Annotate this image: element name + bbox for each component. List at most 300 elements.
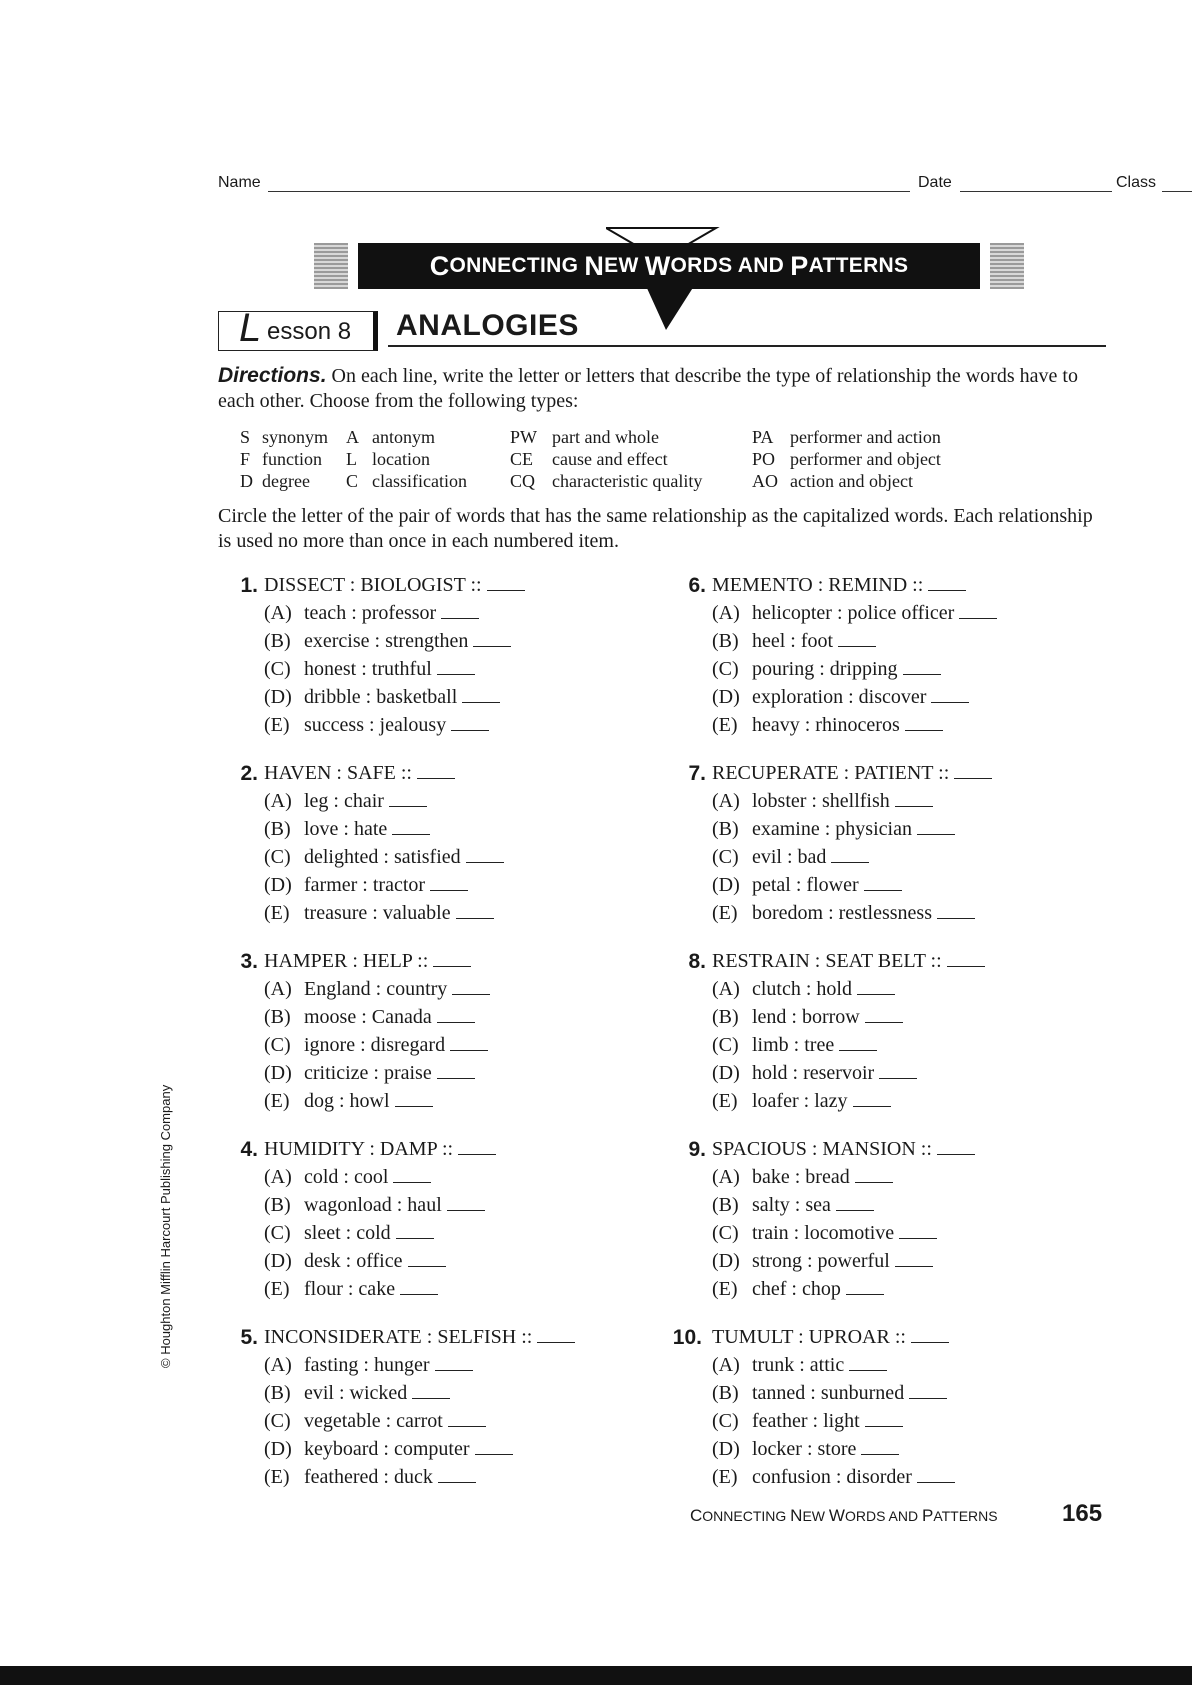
option-blank[interactable]	[853, 1105, 891, 1107]
answer-blank[interactable]	[947, 965, 985, 967]
option-letter[interactable]: (E)	[264, 1090, 290, 1112]
type-label: synonym	[262, 427, 329, 447]
answer-option[interactable]	[712, 714, 943, 737]
option-letter[interactable]: (E)	[264, 1466, 290, 1488]
option-pair: cold : cool	[304, 1166, 389, 1188]
option-pair: confusion : disorder	[752, 1466, 912, 1488]
option-pair: leg : chair	[304, 790, 384, 812]
answer-option[interactable]	[712, 1382, 947, 1405]
option-blank[interactable]	[456, 917, 494, 919]
option-pair: boredom : restlessness	[752, 902, 932, 924]
option-letter[interactable]: (A)	[712, 1166, 740, 1188]
answer-option[interactable]	[264, 1194, 485, 1217]
option-letter[interactable]: (A)	[712, 978, 740, 1000]
footer-word-3: ATTERNS	[933, 1508, 998, 1524]
option-letter[interactable]: (D)	[264, 686, 292, 708]
item-number: 6.	[688, 574, 706, 597]
item-question	[712, 1326, 949, 1349]
answer-option[interactable]	[264, 1090, 433, 1113]
answer-option[interactable]	[264, 658, 475, 681]
option-blank[interactable]	[462, 701, 500, 703]
option-letter[interactable]: (E)	[264, 902, 290, 924]
option-blank[interactable]	[839, 1049, 877, 1051]
type-label: part and whole	[552, 427, 659, 447]
item-question	[264, 950, 471, 973]
answer-option[interactable]	[712, 1410, 903, 1433]
item-number: 10.	[672, 1326, 702, 1349]
answer-option[interactable]	[712, 846, 869, 869]
option-pair: lobster : shellfish	[752, 790, 890, 812]
question-text: DISSECT : BIOLOGIST ::	[264, 574, 482, 596]
banner-word-2: ORDS AND	[670, 254, 791, 277]
option-blank[interactable]	[899, 1237, 937, 1239]
question-text: HUMIDITY : DAMP ::	[264, 1138, 454, 1160]
directions-lead: Directions.	[218, 364, 327, 387]
option-letter[interactable]: (A)	[712, 1354, 740, 1376]
option-letter[interactable]: (D)	[264, 874, 292, 896]
type-code: CE	[510, 449, 534, 469]
option-letter[interactable]: (E)	[712, 1090, 738, 1112]
type-label: degree	[262, 471, 310, 491]
answer-option[interactable]	[264, 1466, 476, 1489]
banner-word-0: ONNECTING	[449, 254, 585, 277]
footer-cap-2: W	[828, 1506, 845, 1525]
item-question	[712, 950, 985, 973]
answer-option[interactable]	[264, 790, 427, 813]
option-blank[interactable]	[438, 1481, 476, 1483]
option-blank[interactable]	[937, 917, 975, 919]
option-letter[interactable]: (E)	[712, 1278, 738, 1300]
option-pair: heavy : rhinoceros	[752, 714, 900, 736]
page-number: 165	[1062, 1500, 1103, 1527]
option-blank[interactable]	[931, 701, 969, 703]
answer-option[interactable]	[264, 630, 511, 653]
option-pair: dog : howl	[304, 1090, 390, 1112]
type-code: A	[346, 427, 359, 447]
answer-option[interactable]	[712, 790, 933, 813]
type-label: location	[372, 449, 430, 469]
name-field[interactable]	[268, 191, 910, 192]
banner-left-ornament	[314, 243, 348, 289]
option-pair: farmer : tractor	[304, 874, 426, 896]
answer-option[interactable]	[264, 1382, 450, 1405]
answer-option[interactable]	[264, 602, 479, 625]
option-pair: loafer : lazy	[752, 1090, 848, 1112]
option-blank[interactable]	[437, 673, 475, 675]
option-pair: heel : foot	[752, 630, 834, 652]
answer-option[interactable]	[264, 1166, 431, 1189]
type-label: function	[262, 449, 322, 469]
banner-word-3: ATTERNS	[808, 254, 909, 277]
option-blank[interactable]	[849, 1369, 887, 1371]
answer-option[interactable]	[264, 902, 494, 925]
option-blank[interactable]	[452, 993, 490, 995]
option-letter[interactable]: (D)	[712, 874, 740, 896]
option-letter[interactable]: (A)	[264, 602, 292, 624]
option-pair: honest : truthful	[304, 658, 432, 680]
answer-blank[interactable]	[937, 1153, 975, 1155]
footer-word-2: ORDS AND	[844, 1508, 922, 1524]
answer-option[interactable]	[264, 1222, 434, 1245]
option-blank[interactable]	[451, 729, 489, 731]
option-pair: bake : bread	[752, 1166, 850, 1188]
type-label: performer and object	[790, 449, 941, 469]
type-label: performer and action	[790, 427, 941, 447]
answer-option[interactable]	[712, 874, 902, 897]
option-pair: chef : chop	[752, 1278, 841, 1300]
type-code: L	[346, 449, 357, 469]
option-letter[interactable]: (C)	[712, 846, 739, 868]
option-letter[interactable]: (D)	[264, 1062, 292, 1084]
question-text: RESTRAIN : SEAT BELT ::	[712, 950, 942, 972]
option-blank[interactable]	[450, 1049, 488, 1051]
title-rule	[388, 345, 1106, 347]
type-code: PO	[752, 449, 776, 469]
answer-option[interactable]	[264, 978, 490, 1001]
answer-option[interactable]	[712, 630, 876, 653]
footer-word-1: EW	[802, 1508, 829, 1524]
option-letter[interactable]: (C)	[264, 1410, 291, 1432]
option-blank[interactable]	[903, 673, 941, 675]
option-letter[interactable]: (D)	[264, 1250, 292, 1272]
option-letter[interactable]: (E)	[712, 902, 738, 924]
answer-option[interactable]	[264, 1250, 446, 1273]
option-pair: train : locomotive	[752, 1222, 895, 1244]
option-blank[interactable]	[864, 889, 902, 891]
option-blank[interactable]	[917, 833, 955, 835]
option-letter[interactable]: (E)	[712, 714, 738, 736]
option-pair: lend : borrow	[752, 1006, 860, 1028]
answer-option[interactable]	[712, 1166, 893, 1189]
option-pair: delighted : satisfied	[304, 846, 461, 868]
option-letter[interactable]: (B)	[712, 818, 739, 840]
footer-word-0: ONNECTING	[702, 1508, 791, 1524]
option-pair: fasting : hunger	[304, 1354, 430, 1376]
option-pair: hold : reservoir	[752, 1062, 875, 1084]
option-pair: evil : wicked	[304, 1382, 408, 1404]
option-pair: moose : Canada	[304, 1006, 432, 1028]
type-code: S	[240, 427, 251, 447]
question-text: INCONSIDERATE : SELFISH ::	[264, 1326, 533, 1348]
option-letter[interactable]: (B)	[712, 1194, 739, 1216]
option-blank[interactable]	[909, 1397, 947, 1399]
option-blank[interactable]	[905, 729, 943, 731]
answer-option[interactable]	[712, 1466, 955, 1489]
option-pair: helicopter : police officer	[752, 602, 955, 624]
option-letter[interactable]: (B)	[264, 1006, 291, 1028]
option-letter[interactable]: (E)	[712, 1466, 738, 1488]
option-letter[interactable]: (D)	[712, 1062, 740, 1084]
unit-banner	[358, 243, 980, 289]
option-blank[interactable]	[395, 1105, 433, 1107]
item-number: 8.	[688, 950, 706, 973]
option-blank[interactable]	[857, 993, 895, 995]
answer-option[interactable]	[264, 818, 430, 841]
option-blank[interactable]	[895, 805, 933, 807]
answer-option[interactable]	[264, 1034, 488, 1057]
question-text: MEMENTO : REMIND ::	[712, 574, 924, 596]
item-number: 1.	[240, 574, 258, 597]
option-letter[interactable]: (A)	[264, 790, 292, 812]
answer-option[interactable]	[712, 658, 941, 681]
option-letter[interactable]: (E)	[264, 1278, 290, 1300]
option-pair: clutch : hold	[752, 978, 852, 1000]
answer-blank[interactable]	[433, 965, 471, 967]
footer-cap-3: P	[921, 1506, 934, 1525]
banner-word-1: EW	[604, 254, 645, 277]
question-text: RECUPERATE : PATIENT ::	[712, 762, 950, 784]
item-question	[712, 762, 992, 785]
banner-cap-3: P	[790, 250, 809, 281]
student-info-fields	[218, 172, 1157, 196]
option-pair: tanned : sunburned	[752, 1382, 905, 1404]
lesson-number: esson 8	[267, 318, 352, 345]
answer-option[interactable]	[712, 902, 975, 925]
question-text: TUMULT : UPROAR ::	[712, 1326, 906, 1348]
option-blank[interactable]	[865, 1021, 903, 1023]
option-blank[interactable]	[447, 1209, 485, 1211]
answer-option[interactable]	[712, 1194, 874, 1217]
answer-option[interactable]	[712, 686, 969, 709]
footer-cap-0: C	[690, 1506, 703, 1525]
option-pair: feather : light	[752, 1410, 860, 1432]
type-code: AO	[752, 471, 778, 491]
answer-option[interactable]	[712, 978, 895, 1001]
name-label: Name	[218, 174, 261, 191]
option-blank[interactable]	[917, 1481, 955, 1483]
option-pair: strong : powerful	[752, 1250, 890, 1272]
question-text: SPACIOUS : MANSION ::	[712, 1138, 932, 1160]
answer-option[interactable]	[712, 602, 997, 625]
option-blank[interactable]	[437, 1021, 475, 1023]
option-pair: evil : bad	[752, 846, 827, 868]
item-question	[712, 574, 966, 597]
option-pair: criticize : praise	[304, 1062, 432, 1084]
option-letter[interactable]: (B)	[712, 630, 739, 652]
option-blank[interactable]	[473, 645, 511, 647]
option-pair: England : country	[304, 978, 448, 1000]
option-pair: desk : office	[304, 1250, 403, 1272]
date-field[interactable]	[960, 191, 1112, 192]
banner-cap-2: W	[644, 250, 671, 281]
option-blank[interactable]	[861, 1453, 899, 1455]
answer-blank[interactable]	[417, 777, 455, 779]
option-pair: exploration : discover	[752, 686, 927, 708]
option-letter[interactable]: (B)	[264, 1382, 291, 1404]
answer-option[interactable]	[264, 1278, 438, 1301]
item-number: 9.	[688, 1138, 706, 1161]
answer-option[interactable]	[712, 818, 955, 841]
copyright-notice: © Houghton Mifflin Harcourt Publishing Company	[158, 1084, 173, 1368]
option-blank[interactable]	[865, 1425, 903, 1427]
option-pair: dribble : basketball	[304, 686, 458, 708]
answer-option[interactable]	[712, 1006, 903, 1029]
option-pair: love : hate	[304, 818, 388, 840]
option-blank[interactable]	[836, 1209, 874, 1211]
option-letter[interactable]: (C)	[712, 1410, 739, 1432]
answer-option[interactable]	[712, 1354, 887, 1377]
option-blank[interactable]	[435, 1369, 473, 1371]
item-number: 4.	[240, 1138, 258, 1161]
answer-option[interactable]	[264, 846, 504, 869]
option-letter[interactable]: (B)	[712, 1382, 739, 1404]
answer-blank[interactable]	[537, 1341, 575, 1343]
type-code: CQ	[510, 471, 536, 491]
item-question	[712, 1138, 975, 1161]
answer-option[interactable]	[712, 1278, 884, 1301]
option-blank[interactable]	[441, 617, 479, 619]
option-pair: pouring : dripping	[752, 658, 898, 680]
answer-option[interactable]	[264, 1438, 513, 1461]
banner-right-ornament	[990, 243, 1024, 289]
type-code: F	[240, 449, 251, 469]
option-pair: vegetable : carrot	[304, 1410, 443, 1432]
item-number: 3.	[240, 950, 258, 973]
option-blank[interactable]	[466, 861, 504, 863]
option-pair: locker : store	[752, 1438, 857, 1460]
option-blank[interactable]	[392, 833, 430, 835]
option-pair: keyboard : computer	[304, 1438, 470, 1460]
answer-option[interactable]	[264, 1354, 473, 1377]
answer-option[interactable]	[264, 874, 468, 897]
option-letter[interactable]: (C)	[712, 1034, 739, 1056]
directions-text: On each line, write the letter or letters that describe the type of relationship the words have to each other. Choose from the following types:	[218, 365, 1078, 412]
answer-blank[interactable]	[954, 777, 992, 779]
item-number: 7.	[688, 762, 706, 785]
option-pair: success : jealousy	[304, 714, 447, 736]
option-letter[interactable]: (C)	[712, 1222, 739, 1244]
option-letter[interactable]: (A)	[264, 1354, 292, 1376]
item-question	[264, 1138, 496, 1161]
option-blank[interactable]	[831, 861, 869, 863]
answer-blank[interactable]	[911, 1341, 949, 1343]
answer-option[interactable]	[712, 1222, 937, 1245]
answer-option[interactable]	[264, 1410, 486, 1433]
type-code: C	[346, 471, 359, 491]
option-pair: exercise : strengthen	[304, 630, 469, 652]
option-blank[interactable]	[879, 1077, 917, 1079]
type-label: classification	[372, 471, 467, 491]
option-pair: trunk : attic	[752, 1354, 845, 1376]
option-pair: flour : cake	[304, 1278, 396, 1300]
option-blank[interactable]	[412, 1397, 450, 1399]
type-label: action and object	[790, 471, 913, 491]
option-letter[interactable]: (C)	[264, 1034, 291, 1056]
option-pair: limb : tree	[752, 1034, 835, 1056]
answer-option[interactable]	[264, 1006, 475, 1029]
option-blank[interactable]	[846, 1293, 884, 1295]
banner-cap-1: N	[584, 250, 605, 281]
option-blank[interactable]	[959, 617, 997, 619]
item-question	[264, 762, 455, 785]
type-label: cause and effect	[552, 449, 668, 469]
option-letter[interactable]: (D)	[712, 686, 740, 708]
option-letter[interactable]: (C)	[264, 1222, 291, 1244]
type-label: characteristic quality	[552, 471, 703, 491]
option-letter[interactable]: (C)	[264, 658, 291, 680]
banner-cap-0: C	[429, 250, 450, 281]
answer-option[interactable]	[712, 1090, 891, 1113]
answer-blank[interactable]	[487, 589, 525, 591]
option-letter[interactable]: (B)	[264, 630, 291, 652]
option-letter[interactable]: (D)	[712, 1438, 740, 1460]
answer-option[interactable]	[264, 714, 489, 737]
option-blank[interactable]	[475, 1453, 513, 1455]
item-number: 5.	[240, 1326, 258, 1349]
question-text: HAMPER : HELP ::	[264, 950, 429, 972]
question-text: HAVEN : SAFE ::	[264, 762, 412, 784]
answer-option[interactable]	[712, 1438, 899, 1461]
lesson-initial: L	[239, 306, 262, 350]
class-field[interactable]	[1162, 191, 1192, 192]
answer-option[interactable]	[264, 1062, 475, 1085]
lesson-title: ANALOGIES	[396, 309, 579, 342]
option-blank[interactable]	[389, 805, 427, 807]
option-blank[interactable]	[895, 1265, 933, 1267]
option-pair: teach : professor	[304, 602, 437, 624]
type-code: PA	[752, 427, 774, 447]
option-blank[interactable]	[400, 1293, 438, 1295]
option-blank[interactable]	[408, 1265, 446, 1267]
option-letter[interactable]: (A)	[712, 602, 740, 624]
lesson-number-box	[218, 306, 378, 351]
directions-paragraph	[218, 363, 1108, 414]
type-label: antonym	[372, 427, 435, 447]
option-letter[interactable]: (C)	[264, 846, 291, 868]
option-letter[interactable]: (A)	[264, 978, 292, 1000]
circle-instructions: Circle the letter of the pair of words that has the same relationship as the capitalized words. Each relationship is used no more than once in each numbered item.	[218, 505, 1093, 552]
scan-edge	[0, 1666, 1192, 1685]
option-letter[interactable]: (E)	[264, 714, 290, 736]
option-pair: feathered : duck	[304, 1466, 433, 1488]
option-letter[interactable]: (A)	[712, 790, 740, 812]
answer-option[interactable]	[712, 1062, 917, 1085]
date-label: Date	[918, 174, 952, 191]
footer-unit-title	[690, 1506, 998, 1526]
option-letter[interactable]: (D)	[712, 1250, 740, 1272]
option-pair: examine : physician	[752, 818, 912, 840]
type-code: D	[240, 471, 253, 491]
answer-option[interactable]	[264, 686, 500, 709]
option-pair: wagonload : haul	[304, 1194, 442, 1216]
option-pair: salty : sea	[752, 1194, 831, 1216]
option-blank[interactable]	[430, 889, 468, 891]
class-label: Class	[1116, 174, 1157, 191]
option-blank[interactable]	[448, 1425, 486, 1427]
option-blank[interactable]	[855, 1181, 893, 1183]
option-letter[interactable]: (D)	[264, 1438, 292, 1460]
option-blank[interactable]	[396, 1237, 434, 1239]
answer-blank[interactable]	[458, 1153, 496, 1155]
option-pair: ignore : disregard	[304, 1034, 446, 1056]
option-blank[interactable]	[838, 645, 876, 647]
answer-blank[interactable]	[928, 589, 966, 591]
option-pair: treasure : valuable	[304, 902, 451, 924]
option-pair: petal : flower	[752, 874, 859, 896]
option-letter[interactable]: (B)	[264, 818, 291, 840]
option-letter[interactable]: (B)	[264, 1194, 291, 1216]
option-blank[interactable]	[437, 1077, 475, 1079]
footer-cap-1: N	[790, 1506, 803, 1525]
option-letter[interactable]: (C)	[712, 658, 739, 680]
option-letter[interactable]: (B)	[712, 1006, 739, 1028]
option-blank[interactable]	[393, 1181, 431, 1183]
answer-option[interactable]	[712, 1034, 877, 1057]
option-letter[interactable]: (A)	[264, 1166, 292, 1188]
answer-option[interactable]	[712, 1250, 933, 1273]
item-question	[264, 574, 525, 597]
item-number: 2.	[240, 762, 258, 785]
